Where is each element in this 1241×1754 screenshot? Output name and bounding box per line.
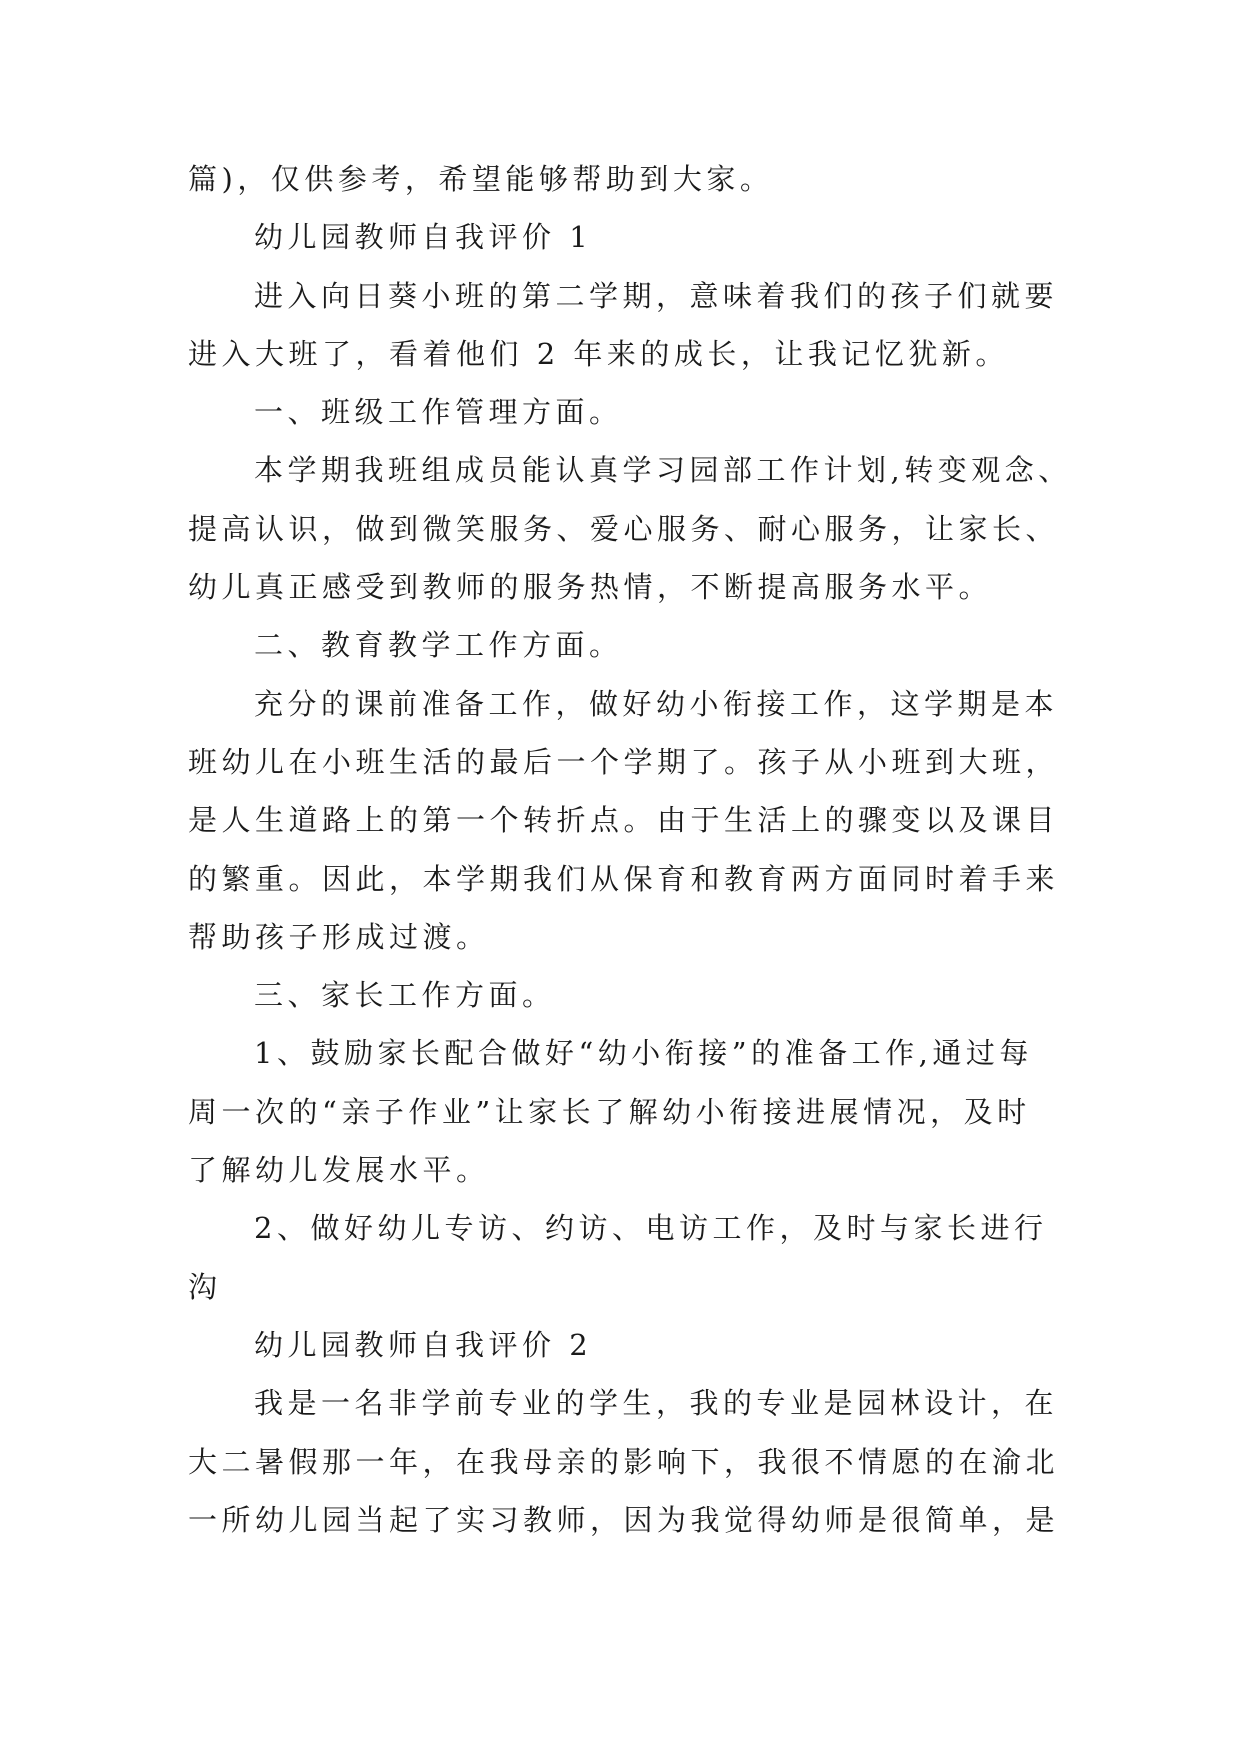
document-line: 幼儿园教师自我评价 2 [254, 1327, 593, 1362]
document-line: 二、教育教学工作方面。 [254, 628, 623, 663]
document-line: 进入向日葵小班的第二学期，意味着我们的孩子们就要 [254, 278, 1059, 313]
document-line: 1、鼓励家长配合做好“幼小衔接”的准备工作,通过每 [254, 1036, 1033, 1071]
document-line: 幼儿园教师自我评价 1 [254, 220, 593, 255]
document-line: 一、班级工作管理方面。 [254, 395, 623, 430]
document-body [188, 150, 1072, 1549]
document-line: 帮助孩子形成过渡。 [188, 919, 490, 954]
document-line: 2、做好幼儿专访、约访、电访工作，及时与家长进行 [254, 1211, 1048, 1246]
document-line: 一所幼儿园当起了实习教师，因为我觉得幼师是很简单，是 [188, 1502, 1060, 1537]
document-line: 提高认识，做到微笑服务、爱心服务、耐心服务，让家长、 [188, 511, 1060, 546]
document-line: 了解幼儿发展水平。 [188, 1153, 490, 1188]
document-line: 我是一名非学前专业的学生，我的专业是园林设计，在 [254, 1386, 1059, 1421]
document-line: 三、家长工作方面。 [254, 978, 556, 1013]
document-line: 篇)，仅供参考，希望能够帮助到大家。 [188, 162, 774, 196]
document-line: 大二暑假那一年，在我母亲的影响下，我很不情愿的在渝北 [188, 1444, 1060, 1479]
document-line: 周一次的“亲子作业”让家长了解幼小衔接进展情况，及时 [188, 1094, 1031, 1129]
document-line: 幼儿真正感受到教师的服务热情，不断提高服务水平。 [188, 570, 993, 605]
document-line: 班幼儿在小班生活的最后一个学期了。孩子从小班到大班， [188, 744, 1060, 779]
document-line: 本学期我班组成员能认真学习园部工作计划,转变观念、 [254, 453, 1072, 488]
document-line: 沟 [188, 1269, 222, 1304]
document-line: 的繁重。因此，本学期我们从保育和教育两方面同时着手来 [188, 861, 1060, 896]
document-line: 充分的课前准备工作，做好幼小衔接工作，这学期是本 [254, 686, 1059, 721]
document-line: 进入大班了，看着他们 2 年来的成长，让我记忆犹新。 [188, 336, 1009, 371]
document-line: 是人生道路上的第一个转折点。由于生活上的骤变以及课目 [188, 803, 1060, 838]
